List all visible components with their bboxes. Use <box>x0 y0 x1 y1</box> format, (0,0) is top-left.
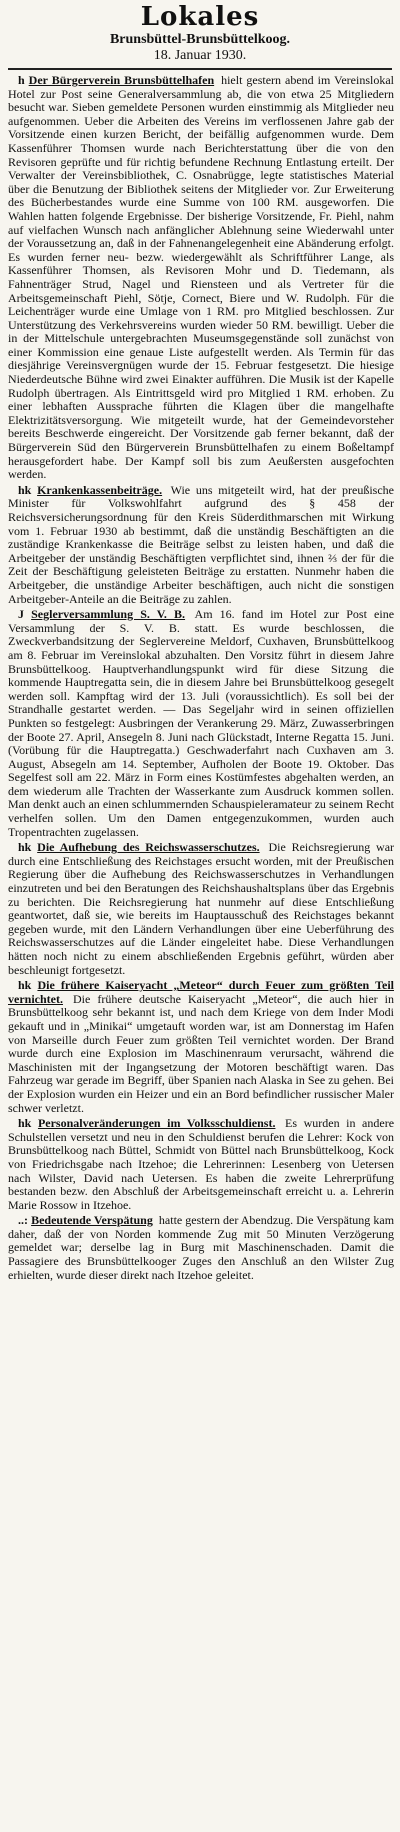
article-list <box>0 74 400 1282</box>
article-segler <box>8 608 394 839</box>
article-verspaetung <box>8 1214 394 1282</box>
article-krankenkassen <box>8 484 394 606</box>
article-mark: hk <box>18 840 32 855</box>
article-headline: Krankenkassenbeiträge. <box>37 482 163 497</box>
article-body: Die Reichsregierung war durch eine Entschließung des Reichstages ersucht worden, mit der Preußischen Regierung über die Aufhebung des Reichswasserschutzes in Verhandlungen einzutreten und bei den Beratungen des Reichshaushaltsplans über das Ergebnis zu berichten. Die Reichsregierung hat nunmehr auf diese Entschließung geantwortet, daß sie, wie bereits im Hauptausschuß des Reichstages bekannt gegeben wurde, mit den Ländern Verhandlungen über eine Ueberführung des Reichswasserschutzes auf die Länder eingeleitet habe. Diese Verhandlungen hätten noch nicht zu einem abschließenden Ergebnis geführt, würden aber beschleunigt fortgesetzt. <box>8 840 395 977</box>
article-headline: Der Bürgerverein Brunsbüttelhafen <box>28 73 215 87</box>
article-mark: ..: <box>18 1213 28 1228</box>
article-personal <box>8 1117 394 1212</box>
article-body: hatte gestern der Abendzug. Die Verspätung kam daher, daß der von Norden kommende Zug mit 50 Minuten Verzögerung gemeldet war; derselbe lag in Burg mit Maschinenschaden. Damit die Passagiere des Brunsbüttelkooger Zuges den Anschluß an den Wilster Zug erhielten, wurde dieser direkt nach Itzehoe geleitet. <box>8 1213 395 1282</box>
article-body: Es wurden in andere Schulstellen versetzt und neu in den Schuldienst berufen die Lehrer: Kock von Brunsbüttelkoog nach Büttel, Schmidt von Büttel nach Brunsbüttelkoog, Kock von Friedrichsgabe nach Itzehoe; die Lehrerinnen: Lesenberg von Uetersen nach Wilster, David nach Uetersen. Es haben die zweite Lehrerprüfung bestanden bezw. den Abschluß der Arbeitsgemeinschaft erreicht u. a. Lehrerin Marie Rossow in Itzehoe. <box>8 1116 395 1212</box>
article-headline: Personalveränderungen im Volksschuldienst. <box>37 1116 276 1131</box>
article-mark: h <box>18 73 25 87</box>
article-body: Die frühere deutsche Kaiseryacht „Meteor“, die auch hier in Brunsbüttelkoog sehr bekannt ist, und nach dem Kriege von dem Inder Modi gekauft und in „Minikai“ umgetauft worden war, ist am Donnerstag im Hafen von Marseille durch Feuer zum größten Teil vernichtet worden. Der Brand wurde durch eine Explosion im Maschinenraum verursacht, während die Maschinisten mit der Ingangsetzung der Motoren beschäftigt waren. Das Fahrzeug war gerade im Begriff, über Spanien nach Alaska in See zu gehen. Bei der Explosion wurden ein Heizer und ein an Bord befindlicher russischer Maler schwer verletzt. <box>8 991 394 1115</box>
article-reichswasserschutz <box>8 841 394 977</box>
article-headline: Die frühere Kaiseryacht „Meteor“ durch Feuer zum größten Teil vernichtet. <box>8 978 394 1006</box>
article-buergerverein <box>8 74 394 482</box>
article-meteor <box>8 979 394 1115</box>
article-headline: Die Aufhebung des Reichswasserschutzes. <box>37 840 260 855</box>
header-rule <box>8 68 392 70</box>
article-headline: Seglerversammlung S. V. B. <box>31 607 186 622</box>
dateline-place: Brunsbüttel-Brunsbüttelkoog. <box>109 32 291 47</box>
article-body: Wie uns mitgeteilt wird, hat der preußische Minister für Volkswohlfahrt aufgrund des § 458 der Reichsversicherungsordnung für den Kreis Süderdithmarschen mit Wirkung vom 1. Februar 1930 ab bestimmt, daß die unständig Beschäftigten an die zuständige Krankenkasse die Beiträge selbst zu leisten haben, und daß die Arbeitgeber der unständig Beschäftigten verpflichtet sind, ihnen ⅔ der für die Zeit der Beschäftigung geleisteten Beiträge zu erstatten. Nunmehr haben die Arbeitgeber, die unständige Arbeiter beschäftigen, auch nicht die sonstigen Arbeitgeber-Anteile an die Beiträge zu zahlen. <box>8 482 394 606</box>
section-header <box>0 2 400 64</box>
dateline-date: 18. Januar 1930. <box>153 48 247 63</box>
article-mark: hk <box>18 1116 32 1131</box>
article-body: hielt gestern abend im Vereinslokal Hotel zur Post seine Generalversammlung ab, die von etwa 25 Mitgliedern besucht war. Sieben gemeldete Personen wurden einstimmig als Mitglieder neu aufgenommen. Ueber die Arbeiten des Vereins im verflossenen Jahre gab der Vorsitzende einen kurzen Bericht, der beifällig aufgenommen wurde. Dem Kassenführer Thomsen wurde nach Berichterstattung über die von den Revisoren geprüfte und für richtig befundene Rechnung Entlastung erteilt. Der Verwalter der Vereinsbibliothek, C. Osnabrügge, legte statistisches Material über die Benutzung der Bibliothek seitens der Mitglieder vor. Zur Erweiterung des Bücherbestandes wurde eine Summe von 100 RM. ausgeworfen. Die Wahlen hatten folgende Ergebnisse. Der bisherige Vorsitzende, Fr. Piehl, nahm auf vielfachen Wunsch nach anfänglicher Ablehnung seine Wiederwahl unter der Voraussetzung an, daß in der Fahnenangelegenheit eine Abänderung erfolgt. Es wurden ferner neu- bezw. wiedergewählt als Schriftführer Lange, als Kassenführer Thomsen, als Revisoren Mohr und D. Tiedemann, als Fahnenträger Strud, Nagel und Riensteen und als Vertreter für die Arbeitsgemeinschaft Piehl, Sötje, Cornect, Biere und W. Rudolph. Für die Leichenträger wurde eine Umlage von 1 RM. pro Mitglied beschlossen. Zur Unterstützung des Verkehrsvereins wurden wieder 50 RM. bewilligt. Ueber die in der Mittelschule untergebrachten Museumsgegenstände soll zunächst von einer Kommission eine genaue Liste aufgestellt werden. Als Termin für das diesjährige Vereinsvergnügen wurde der 15. Februar festgesetzt. Die hiesige Niederdeutsche Bühne wird zwei Einakter aufführen. Die Musik ist der Kapelle Rudolph übertragen. Als Eintrittsgeld wird pro Mitglied 1 RM. erhoben. Zu einer lebhaften Aussprache führten die Klagen über die mangelhafte Elektrizitätsversorgung. Wie mitgeteilt wurde, hat der Gemeindevorsteher bereits Beschwerde eingereicht. Der Vorsitzende gab ferner bekannt, daß der Bürgerverein Süd den Bürgerverein Brunsbüttelhafen zu einem Boßeltampf herausgefordert habe. Der Kampf soll bis zum Aeußersten ausgefochten werden. <box>8 73 395 482</box>
article-headline: Bedeutende Verspätung <box>31 1213 153 1228</box>
article-mark: hk <box>18 978 32 993</box>
article-mark: hk <box>18 482 32 497</box>
article-body: Am 16. fand im Hotel zur Post eine Versammlung der S. V. B. statt. Es wurde beschlossen, die Zweckverbandsitzung der Seglervereine Meldorf, Cuxhaven, Brunsbüttelkoog am 8. Februar im Vereinslokal abzuhalten. Den Vorsitz führt in diesem Jahre Brunsbüttelkoog. Hauptverhandlungspunkt wird für diese Sitzung die kommende Hauptregatta sein, die in diesem Jahre bei Brunsbüttelkoog gesegelt werden soll. Kampftag wird der 13. Juli (voraussichtlich). Es soll bei der Strandhalle gestartet werden. — Das Segeljahr wird in seinen offiziellen Punkten so festgelegt: Ausbringen der Verankerung 29. März, Zuwasserbringen der Boote 27. April, Ansegeln 8. Juni nach Glückstadt, Interne Regatta 15. Juni. (Vorübung für die Hauptregatta.) Geschwaderfahrt nach Cuxhaven am 3. August, Absegeln am 14. September, Aufholen der Boote 19. Oktober. Das Segelfest soll am 22. März in Form eines Kostümfestes abgehalten werden, an dem wiederum alle Trachten der Wasserkante zum Ausdruck kommen sollen. Man denkt auch an einen schlummernden Schauspieleramateur zu seinem Recht verhelfen sollen. Um den Damen entgegenzukommen, wurden auch Tropentrachten zugelassen. <box>8 607 395 839</box>
section-title: Lokales <box>140 2 260 32</box>
article-mark: J <box>18 607 24 622</box>
